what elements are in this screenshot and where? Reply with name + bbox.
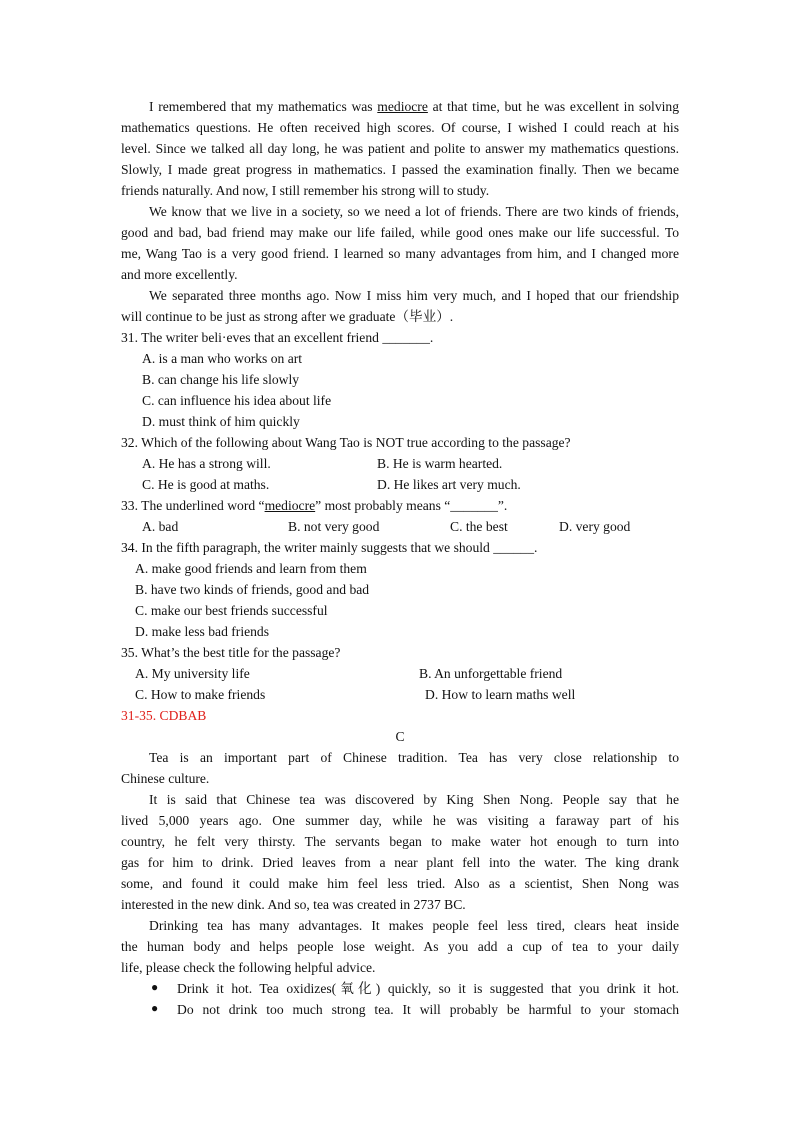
advice-item: Do not drink too much strong tea. It will probably be harmful to your stomach (177, 1002, 679, 1017)
underlined-word: mediocre (264, 498, 316, 513)
text-span: at that time, but he was excellent in solving (427, 99, 679, 114)
question-35-stem: 35. What’s the best title for the passage? (121, 645, 341, 660)
para3-line2: will continue to be just as strong after we graduate（毕业）. (121, 309, 454, 324)
question-34-option-a: A. make good friends and learn from them (135, 561, 367, 576)
question-32-option-b: B. He is warm hearted. (377, 456, 503, 471)
para1-line2: mathematics questions. He often received high scores. Of course, I wished I could reach at his (121, 120, 679, 135)
question-32-option-d: D. He likes art very much. (377, 477, 521, 492)
c-para3-line2: the human body and helps people lose weight. As you add a cup of tea to your daily (121, 939, 679, 954)
question-32-option-c: C. He is good at maths. (142, 477, 270, 492)
question-31-option-d: D. must think of him quickly (142, 414, 300, 429)
c-para2-line6: interested in the new dink. And so, tea was created in 2737 BC. (121, 897, 466, 912)
para1-line5: friends naturally. And now, I still remember his strong will to study. (121, 183, 490, 198)
advice-item: Drink it hot. Tea oxidizes(氧化) quickly, so it is suggested that you drink it hot. (177, 981, 679, 996)
question-31-option-c: C. can influence his idea about life (142, 393, 332, 408)
question-33-stem (121, 495, 679, 516)
question-31-stem: 31. The writer beli·eves that an excellent friend _______. (121, 330, 434, 345)
para2-line4: and more excellently. (121, 267, 238, 282)
c-para3-line1: Drinking tea has many advantages. It makes people feel less tired, clears heat inside (149, 918, 679, 933)
bullet-icon: ● (151, 980, 159, 994)
question-32-stem: 32. Which of the following about Wang Tao is NOT true according to the passage? (121, 435, 571, 450)
c-para2-line2: lived 5,000 years ago. One summer day, while he was visiting a faraway part of his (121, 813, 679, 828)
para2-line3: me, Wang Tao is a very good friend. I learned so many advantages from him, and I changed more (121, 246, 679, 261)
c-para1-line2: Chinese culture. (121, 771, 210, 786)
text-span: I remembered that my mathematics was (149, 99, 378, 114)
para2-line1: We know that we live in a society, so we need a lot of friends. There are two kinds of friends, (149, 204, 679, 219)
c-para2-line4: gas for him to drink. Dried leaves from a near plant fell into the water. The king drank (121, 855, 679, 870)
question-35-option-d: D. How to learn maths well (425, 687, 576, 702)
para3-line1: We separated three months ago. Now I miss him very much, and I hoped that our friendship (149, 288, 679, 303)
question-34-option-c: C. make our best friends successful (135, 603, 328, 618)
question-35-option-a: A. My university life (135, 666, 250, 681)
c-para2-line3: country, he felt very thirsty. The servants began to make water hot enough to turn into (121, 834, 679, 849)
question-34-option-d: D. make less bad friends (135, 624, 270, 639)
question-35-option-b: B. An unforgettable friend (419, 666, 563, 681)
c-para2-line5: some, and found it could make him feel less tried. Also as a scientist, Shen Nong was (121, 876, 679, 891)
question-35-option-c: C. How to make friends (135, 687, 266, 702)
answer-key: 31-35. CDBAB (121, 708, 207, 723)
question-34-stem: 34. In the fifth paragraph, the writer mainly suggests that we should ______. (121, 540, 538, 555)
para1-line1 (121, 96, 679, 117)
question-33-option-d: D. very good (559, 519, 631, 534)
text-span: 33. The underlined word “ (121, 498, 265, 513)
question-33-option-c: C. the best (450, 519, 508, 534)
question-31-option-b: B. can change his life slowly (142, 372, 300, 387)
question-33-option-b: B. not very good (288, 519, 380, 534)
bullet-icon: ● (151, 1001, 159, 1015)
question-34-option-b: B. have two kinds of friends, good and bad (135, 582, 370, 597)
c-para2-line1: It is said that Chinese tea was discovered by King Shen Nong. People say that he (149, 792, 679, 807)
para1-line4: Slowly, I made great progress in mathematics. I passed the examination finally. Then we became (121, 162, 679, 177)
question-31-option-a: A. is a man who works on art (142, 351, 303, 366)
underlined-word: mediocre (377, 99, 428, 114)
question-33-option-a: A. bad (142, 519, 179, 534)
question-32-option-a: A. He has a strong will. (142, 456, 271, 471)
text-span: ” most probably means “_______”. (315, 498, 508, 513)
section-heading: C (395, 729, 405, 744)
c-para1-line1: Tea is an important part of Chinese tradition. Tea has very close relationship to (149, 750, 679, 765)
c-para3-line3: life, please check the following helpful advice. (121, 960, 376, 975)
para1-line3: level. Since we talked all day long, he was patient and polite to answer my mathematics questions. (121, 141, 679, 156)
para2-line2: good and bad, bad friend may make our life failed, while good ones make our life successful. To (121, 225, 679, 240)
